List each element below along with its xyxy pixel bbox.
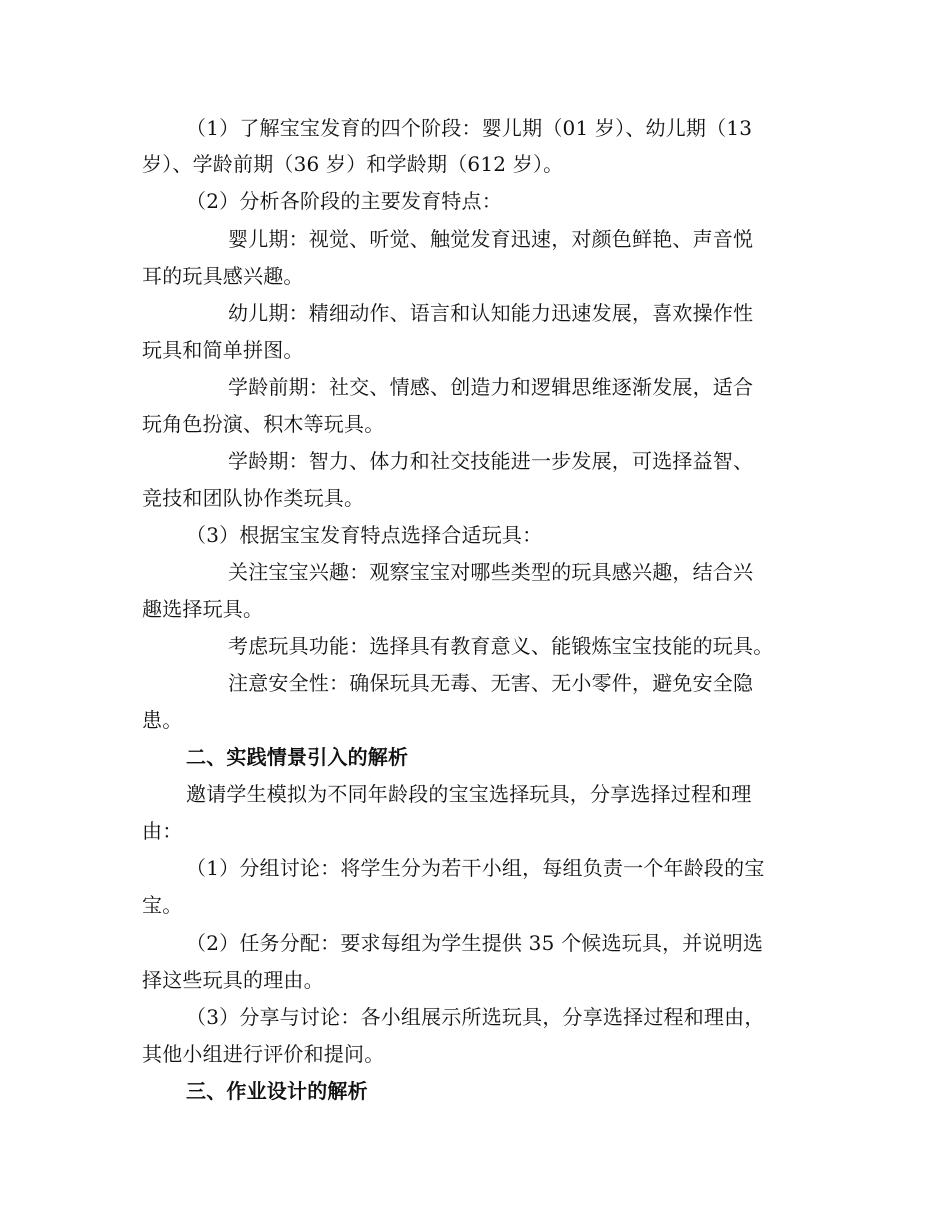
paragraph-line: 岁）、学龄前期（36 岁）和学龄期（612 岁）。: [142, 152, 564, 176]
paragraph-line: 注意安全性：确保玩具无毒、无害、无小零件，避免安全隐: [228, 671, 754, 695]
paragraph-line: 学龄期：智力、体力和社交技能进一步发展，可选择益智、: [228, 449, 754, 473]
paragraph-line: （1）了解宝宝发育的四个阶段：婴儿期（01 岁）、幼儿期（13: [186, 116, 753, 140]
paragraph-line: （3）根据宝宝发育特点选择合适玩具：: [186, 523, 543, 547]
paragraph-line: 由：: [142, 819, 183, 843]
paragraph-line: 趣选择玩具。: [142, 597, 264, 621]
paragraph-line: （2）分析各阶段的主要发育特点：: [186, 189, 502, 213]
paragraph-line: 考虑玩具功能：选择具有教育意义、能锻炼宝宝技能的玩具。: [228, 634, 774, 658]
section-heading: 三、作业设计的解析: [186, 1079, 368, 1103]
paragraph-line: （2）任务分配：要求每组为学生提供 35 个候选玩具，并说明选: [186, 931, 764, 955]
paragraph-line: 邀请学生模拟为不同年龄段的宝宝选择玩具，分享选择过程和理: [186, 782, 752, 806]
paragraph-line: 婴儿期：视觉、听觉、触觉发育迅速，对颜色鲜艳、声音悦: [228, 227, 754, 251]
paragraph-line: 其他小组进行评价和提问。: [142, 1042, 385, 1066]
paragraph-line: 耳的玩具感兴趣。: [142, 264, 304, 288]
paragraph-line: 幼儿期：精细动作、语言和认知能力迅速发展，喜欢操作性: [228, 301, 754, 325]
paragraph-line: 学龄前期：社交、情感、创造力和逻辑思维逐渐发展，适合: [228, 375, 754, 399]
paragraph-line: （1）分组讨论：将学生分为若干小组，每组负责一个年龄段的宝: [186, 856, 765, 880]
paragraph-line: 竞技和团队协作类玩具。: [142, 486, 365, 510]
paragraph-line: 玩具和简单拼图。: [142, 338, 304, 362]
paragraph-line: （3）分享与讨论：各小组展示所选玩具，分享选择过程和理由，: [186, 1005, 765, 1029]
paragraph-line: 宝。: [142, 893, 183, 917]
paragraph-line: 患。: [142, 708, 183, 732]
paragraph-line: 择这些玩具的理由。: [142, 968, 324, 992]
paragraph-line: 关注宝宝兴趣：观察宝宝对哪些类型的玩具感兴趣，结合兴: [228, 560, 754, 584]
section-heading: 二、实践情景引入的解析: [186, 745, 409, 769]
paragraph-line: 玩角色扮演、积木等玩具。: [142, 412, 385, 436]
